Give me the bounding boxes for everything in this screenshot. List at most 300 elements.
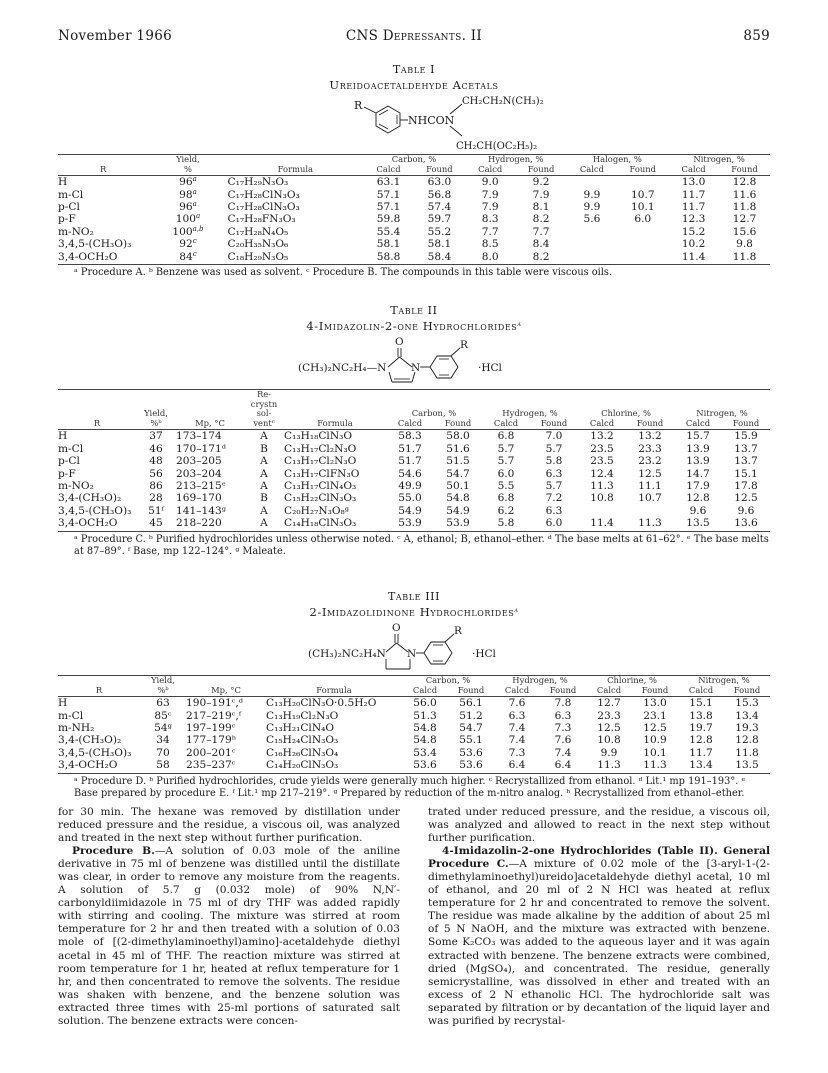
paragraph (58, 845, 400, 1028)
cell-yield (148, 251, 227, 265)
cell-r: H (58, 430, 68, 443)
cell-x-found (617, 238, 668, 250)
cell-yield: 48 (149, 455, 163, 468)
yield-footnote: a (195, 212, 201, 221)
cell-h-calcd: 7.7 (481, 225, 499, 238)
cell-n-calcd: 12.8 (689, 734, 713, 747)
cell-formula: C₁₃H₁₇ClFN₃O (284, 467, 360, 480)
cell-solvent: A (260, 430, 268, 443)
group-hydrogen: Hydrogen, % (465, 155, 567, 165)
cell-h-found: 8.1 (532, 201, 550, 213)
cell-c-calcd: 53.4 (413, 746, 437, 759)
cell-r: 3,4-OCH₂O (58, 251, 148, 265)
group-carbon: Carbon, % (363, 155, 465, 165)
cell-r: m-NH₂ (58, 722, 95, 734)
cell-n-calcd: 15.1 (689, 697, 713, 710)
col-yield: Yield, (144, 408, 168, 419)
table-3 (58, 590, 770, 800)
table-row (58, 759, 770, 773)
cell-x-calcd (567, 176, 618, 189)
cell-h-found: 8.4 (532, 238, 550, 251)
cell-c-found: 54.9 (446, 504, 470, 517)
cell-h-calcd: 6.8 (497, 430, 515, 443)
cell-mp: 173–174 (176, 430, 222, 443)
struct-r-label: R (354, 99, 363, 112)
table-row (58, 710, 770, 722)
cell-n-found: 13.7 (734, 455, 758, 468)
cell-c-calcd: 57.1 (376, 188, 401, 201)
cell-yield: 85ᶜ (154, 709, 172, 722)
col-calcd: Calcd (586, 686, 632, 697)
cell-solvent: A (260, 504, 268, 517)
cell-c-found: 58.4 (414, 251, 465, 265)
cell-formula: C₁₇H₂₈ClN₃O₃ (227, 188, 300, 201)
cell-solvent: B (260, 442, 268, 455)
cell-yield: 34 (156, 734, 170, 747)
text-column-right (428, 806, 770, 1028)
cell-n-calcd: 10.2 (681, 238, 706, 251)
col-mp: Mp, °C (176, 419, 244, 430)
table-2-data (58, 389, 770, 532)
cell-c-found: 51.5 (446, 455, 470, 468)
cell-h-found: 6.4 (540, 759, 586, 773)
table-row (58, 747, 770, 759)
group-halogen: Halogen, % (567, 155, 669, 165)
table-row (58, 455, 770, 467)
cell-n-calcd: 12.3 (681, 213, 706, 226)
table-2 (58, 304, 770, 558)
cell-h-found: 6.0 (530, 517, 578, 531)
cell-formula: C₁₄H₂₀ClN₃O₃ (266, 759, 402, 773)
cell-cl-found: 13.2 (638, 430, 662, 443)
col-found: Found (434, 419, 482, 430)
cell-c-found: 55.2 (427, 225, 452, 238)
cell-cl-found: 12.5 (638, 467, 662, 480)
cell-c-found: 59.7 (427, 213, 452, 226)
cell-cl-found: 12.5 (643, 722, 667, 734)
cell-cl-found: 13.0 (643, 697, 667, 710)
cell-cl-calcd: 11.4 (578, 517, 626, 531)
cell-c-found: 53.6 (459, 746, 483, 759)
struct-n2: N (411, 362, 421, 374)
table-1-title: Ureidoacetaldehyde Acetals (329, 78, 499, 92)
cell-h-calcd: 6.3 (508, 709, 526, 722)
col-found: Found (722, 419, 770, 430)
cell-yield (148, 213, 227, 225)
table-3-title (58, 605, 770, 619)
cell-n-calcd: 13.0 (681, 176, 706, 189)
table-3-title-text: 2-Imidazolidinone Hydrochlorides (309, 605, 515, 619)
cell-n-found: 15.3 (735, 697, 759, 710)
col-recryst: crystn (250, 398, 278, 409)
cell-formula: C₁₅H₂₄ClN₃O₃ (266, 734, 339, 747)
cell-x-found (617, 226, 668, 238)
col-found: Found (719, 165, 770, 176)
struct-left-chain: (CH₃)₂NC₂H₄—N (298, 362, 387, 374)
table-3-data (58, 675, 770, 774)
yield-footnote: a (192, 200, 197, 208)
col-found: Found (724, 686, 770, 697)
cell-x-found (617, 176, 668, 189)
cell-h-calcd: 8.5 (481, 238, 499, 251)
cell-n-calcd: 13.4 (678, 759, 724, 773)
paragraph-text: for 30 min. The hexane was removed by distillation under reduced pressure and the residue, a viscous oil, was analyzed and treated in the next step without further purification. (58, 806, 400, 845)
cell-n-found: 13.4 (735, 709, 759, 722)
cell-h-calcd: 9.0 (481, 176, 499, 189)
table-1-label: Table I (392, 63, 436, 76)
cell-cl-calcd: 12.7 (597, 697, 621, 710)
cell-r: 3,4-OCH₂O (58, 517, 136, 531)
group-nitrogen: Nitrogen, % (696, 408, 748, 419)
cell-solvent: A (260, 480, 268, 492)
cell-r: p-Cl (58, 201, 80, 213)
cell-mp: 213–215ᵉ (176, 480, 226, 492)
cell-n-found: 9.6 (737, 504, 755, 517)
paragraph-text: —A mixture of 0.02 mole of the [3-aryl-1-(2-dimethylaminoethyl)ureido]acetaldehyde diethyl acetal, 10 ml of ethanol, and 20 ml of 2 N HCl was heated at reflux temperature for 2 hr and concentrated to remove the solvent. The residue was made alkaline by the addition of about 25 ml of 5 N NaOH, and the mixture was extracted with benzene. Some K₂CO₃ was added to the aqueous layer and it was again extracted with benzene. The benzene extracts were combined, dried (MgSO₄), and concentrated. The residue, generally semicrystalline, was dissolved in ether and treated with an excess of 2 N ethanolic HCl. The hydrochloride salt was separated by filtration or by decantation of the liquid layer and was purified by recrystal- (428, 858, 771, 1027)
col-yield-unit: % (148, 165, 227, 176)
paragraph (428, 806, 770, 845)
cell-yield (148, 201, 227, 213)
table-row (58, 226, 770, 238)
cell-r: H (58, 697, 68, 710)
cell-c-found: 53.6 (448, 759, 494, 773)
cell-solvent: A (244, 517, 284, 531)
cell-h-found: 5.7 (545, 480, 563, 492)
cell-r: p-Cl (58, 455, 80, 468)
col-found: Found (414, 165, 465, 176)
col-r: R (58, 419, 136, 430)
table-row (58, 517, 770, 531)
cell-c-calcd: 59.8 (376, 213, 401, 226)
col-found: Found (540, 686, 586, 697)
cell-c-found: 54.7 (459, 722, 483, 734)
cell-h-calcd: 7.9 (481, 201, 499, 213)
cell-cl-calcd: 13.2 (590, 430, 614, 443)
cell-x-found (617, 251, 668, 265)
col-found: Found (632, 686, 678, 697)
cell-r: m-NO₂ (58, 480, 94, 492)
table-row (58, 201, 770, 213)
cell-formula: C₁₇H₂₉N₃O₃ (227, 176, 289, 189)
cell-h-found: 6.3 (545, 504, 563, 517)
cell-x-calcd (567, 251, 618, 265)
cell-n-found: 11.8 (732, 201, 757, 213)
col-calcd: Calcd (578, 419, 626, 430)
cell-mp: 235–237ᶜ (186, 759, 266, 773)
cell-r: 3,4,5-(CH₃O)₃ (58, 504, 132, 517)
cell-yield: 28 (149, 492, 163, 505)
cell-mp: 203–204 (176, 467, 222, 480)
cell-h-found: 7.2 (545, 492, 563, 505)
cell-formula: C₂₀H₃₅N₃O₆ (227, 238, 289, 251)
cell-r: 3,4-(CH₃O)₂ (58, 492, 122, 505)
col-recryst: ventᶜ (244, 419, 284, 430)
cell-yield: 46 (149, 442, 163, 455)
cell-c-found: 58.1 (427, 238, 452, 251)
cell-x-calcd: 5.6 (583, 213, 601, 226)
table-row (58, 213, 770, 225)
table-row (58, 480, 770, 492)
table-row (58, 697, 770, 710)
cell-h-calcd: 8.3 (481, 213, 499, 226)
cell-h-calcd: 6.0 (497, 467, 515, 480)
cell-n-found: 19.3 (735, 722, 759, 734)
table-2-label: Table II (390, 304, 438, 317)
cell-mp: 200–201ᶜ (186, 746, 236, 759)
yield-value: 84 (179, 250, 193, 263)
cell-n-calcd: 9.6 (689, 504, 707, 517)
cell-c-calcd: 55.4 (376, 225, 401, 238)
cell-formula: C₁₃H₁₈ClN₃O (284, 430, 353, 443)
cell-h-calcd: 8.0 (465, 251, 516, 265)
cell-c-calcd: 49.9 (398, 480, 422, 492)
cell-cl-found: 10.7 (638, 492, 662, 505)
col-calcd: Calcd (482, 419, 530, 430)
yield-footnote: c (192, 249, 197, 258)
cell-n-found: 15.1 (734, 467, 758, 480)
cell-cl-found (626, 505, 674, 517)
running-head-title: CNS Depressants. II (345, 28, 483, 44)
cell-h-found: 7.9 (532, 188, 550, 201)
yield-footnote: a (192, 187, 197, 196)
cell-c-calcd: 58.3 (398, 430, 422, 443)
cell-c-found: 63.0 (427, 176, 452, 189)
yield-value: 96 (179, 201, 193, 213)
cell-r: p-F (58, 467, 76, 480)
cell-h-calcd: 7.4 (508, 722, 526, 734)
cell-h-found: 7.8 (554, 697, 572, 710)
cell-formula: C₁₃H₂₁ClN₄O (266, 722, 335, 734)
cell-n-calcd: 11.7 (681, 188, 706, 201)
col-calcd: Calcd (567, 165, 618, 176)
col-calcd: Calcd (363, 165, 414, 176)
struct-nhcon: NHCON (408, 114, 455, 127)
cell-c-found: 51.6 (446, 442, 470, 455)
cell-h-calcd: 5.8 (482, 517, 530, 531)
cell-c-calcd: 54.8 (413, 722, 437, 734)
cell-formula: C₁₃H₁₇ClN₄O₃ (284, 480, 357, 492)
yield-footnote: c (192, 237, 197, 246)
cell-c-found: 58.0 (446, 430, 470, 443)
cell-c-found: 57.4 (427, 201, 452, 213)
cell-mp: 203–205 (176, 455, 222, 468)
cell-c-found: 56.8 (427, 188, 452, 201)
yield-value: 92 (179, 238, 193, 251)
cell-r: m-NO₂ (58, 225, 94, 238)
cell-mp: 170–171ᵈ (176, 442, 226, 455)
table-row (58, 722, 770, 734)
running-head-date: November 1966 (58, 28, 172, 44)
paragraph (428, 845, 770, 1028)
cell-yield (148, 226, 227, 238)
cell-h-calcd: 6.8 (497, 492, 515, 505)
table-row (58, 238, 770, 250)
cell-yield: 45 (136, 517, 176, 531)
cell-n-found: 13.6 (722, 517, 770, 531)
table-2-footnote: ᵃ Procedure C. ᵇ Purified hydrochlorides unless otherwise noted. ᶜ A, ethanol; B, ethanol–ether. ᵈ The base melts at 61–62°. ᵉ The base melts at 87–89°. ᶠ Base, mp 122–124°. ᵍ Maleate. (74, 533, 769, 557)
cell-n-calcd: 15.7 (686, 430, 710, 443)
yield-value: 100 (175, 213, 196, 226)
col-formula: Formula (266, 686, 402, 697)
table-row (58, 734, 770, 746)
cell-cl-found: 10.9 (643, 734, 667, 747)
cell-solvent: A (260, 455, 268, 468)
cell-n-found: 13.5 (724, 759, 770, 773)
cell-h-found: 5.7 (545, 442, 563, 455)
col-found: Found (448, 686, 494, 697)
cell-n-found: 11.8 (719, 251, 770, 265)
col-calcd: Calcd (402, 686, 448, 697)
struct-hcl: ·HCl (472, 648, 496, 660)
col-r: R (58, 165, 148, 176)
cell-h-calcd: 5.5 (497, 480, 515, 492)
cell-c-calcd: 58.1 (376, 238, 401, 251)
cell-cl-found: 11.3 (626, 517, 674, 531)
cell-formula: C₁₄H₁₈ClN₃O₃ (284, 517, 386, 531)
page-number: 859 (743, 28, 770, 44)
cell-n-calcd: 11.7 (681, 201, 706, 213)
cell-h-found: 8.2 (516, 251, 567, 265)
cell-c-found: 51.2 (459, 709, 483, 722)
run-in-heading: Procedure B. (72, 845, 155, 858)
col-yield-unit: %ᵇ (140, 686, 186, 697)
cell-r: 3,4-OCH₂O (58, 759, 140, 773)
cell-x-found: 10.1 (630, 201, 655, 213)
cell-yield: 54ᵍ (154, 722, 172, 734)
group-nitrogen: Nitrogen, % (678, 676, 770, 686)
cell-n-calcd: 17.9 (686, 480, 710, 492)
col-recryst: sol- (256, 408, 272, 419)
cell-c-calcd: 58.8 (363, 251, 414, 265)
cell-h-found: 7.3 (554, 722, 572, 734)
cell-formula: C₁₇H₂₈FN₃O₃ (227, 213, 296, 226)
table-row (58, 189, 770, 201)
cell-formula: C₁₃H₂₀ClN₃O·0.5H₂O (266, 697, 377, 710)
cell-mp: 190–191ᶜ,ᵈ (186, 697, 244, 710)
cell-formula: C₁₈H₂₉N₃O₅ (228, 251, 364, 265)
col-calcd: Calcd (668, 165, 719, 176)
cell-h-calcd: 7.3 (508, 746, 526, 759)
cell-c-calcd: 53.6 (402, 759, 448, 773)
run-in-heading: 4-Imidazolin-2-one Hydrochlorides (Table II). General Procedure C. (428, 845, 770, 871)
cell-n-calcd: 13.8 (689, 709, 713, 722)
cell-cl-found: 23.2 (638, 455, 662, 468)
cell-h-found: 9.2 (532, 176, 550, 189)
cell-h-found: 7.0 (545, 430, 563, 443)
paragraph-text: —A solution of 0.03 mole of the aniline derivative in 75 ml of benzene was distilled until the distillate was clear, in order to remove any moisture from the reagents. A solution of 5.7 g (0.032 mole) of 90% N,N′-carbonyldiimidazole in 75 ml of dry THF was added rapidly with stirring and cooling. The mixture was stirred at room temperature for 2 hr and then treated with a solution of 0.03 mole of [(2-dimethylaminoethyl)amino]-acetaldehyde diethyl acetal in 45 ml of THF. The reaction mixture was stirred at room temperature for 1 hr, heated at reflux temperature for 1 hr, and then concentrated to remove the solvents. The residue was shaken with benzene, and the benzene solution was extracted three times with 25-ml portions of saturated salt solution. The benzene extracts were concen- (58, 845, 400, 1027)
cell-h-found: 5.8 (545, 455, 563, 468)
struct-n2: N (407, 648, 417, 660)
cell-n-found: 12.8 (735, 734, 759, 747)
cell-n-calcd: 14.7 (686, 467, 710, 480)
cell-h-calcd: 7.9 (481, 188, 499, 201)
cell-x-calcd: 9.9 (583, 188, 601, 201)
cell-cl-calcd: 10.8 (590, 492, 614, 505)
col-formula: Formula (284, 419, 386, 430)
cell-yield: 63 (156, 697, 170, 710)
table-row (58, 430, 770, 443)
cell-cl-calcd: 12.4 (590, 467, 614, 480)
cell-h-calcd: 6.4 (494, 759, 540, 773)
col-calcd: Calcd (386, 419, 434, 430)
cell-n-calcd: 19.7 (689, 722, 713, 734)
col-yield: Yield, (140, 676, 186, 686)
cell-n-calcd: 11.4 (668, 251, 719, 265)
cell-h-found: 7.4 (554, 746, 572, 759)
cell-r: m-Cl (58, 709, 84, 722)
cell-formula: C₁₃H₁₉Cl₂N₃O (266, 709, 339, 722)
cell-solvent: A (260, 467, 268, 480)
cell-solvent: B (260, 492, 268, 505)
cell-x-calcd (567, 238, 618, 250)
cell-n-found: 11.8 (735, 746, 759, 759)
yield-footnote: a,b (192, 224, 204, 233)
cell-mp: 177–179ʰ (186, 734, 237, 747)
cell-h-calcd: 7.6 (508, 697, 526, 710)
cell-c-calcd: 51.3 (413, 709, 437, 722)
cell-yield: 70 (156, 746, 170, 759)
cell-n-found: 15.6 (732, 225, 757, 238)
cell-formula: C₁₃H₁₇Cl₂N₃O (284, 442, 357, 455)
struct-hcl: ·HCl (478, 362, 502, 374)
cell-n-found: 12.7 (732, 213, 757, 226)
table-1-data (58, 154, 770, 265)
cell-yield: 51ᶠ (148, 504, 164, 517)
cell-c-calcd: 51.7 (398, 442, 422, 455)
cell-formula: C₂₀H₂₇N₃O₈ᵍ (284, 504, 350, 517)
col-r: R (58, 686, 140, 697)
col-calcd: Calcd (465, 165, 516, 176)
table-3-label: Table III (387, 590, 441, 603)
table-2-title (58, 319, 770, 333)
cell-c-calcd: 54.6 (398, 467, 422, 480)
cell-cl-found: 23.3 (638, 442, 662, 455)
paragraph-text: trated under reduced pressure, and the residue, a viscous oil, was analyzed and allowed to react in the next step without further purification. (428, 806, 770, 845)
struct-o: O (395, 336, 404, 348)
group-hydrogen: Hydrogen, % (502, 408, 558, 419)
col-found: Found (626, 419, 674, 430)
cell-h-found: 7.7 (532, 225, 550, 238)
cell-cl-found: 11.1 (638, 480, 662, 492)
cell-n-calcd: 13.9 (686, 455, 710, 468)
cell-n-found: 11.6 (732, 188, 757, 201)
cell-mp: 218–220 (176, 517, 244, 531)
cell-formula: C₁₃H₁₇Cl₂N₃O (284, 455, 357, 468)
col-found: Found (530, 419, 578, 430)
cell-h-calcd: 5.7 (497, 442, 515, 455)
group-hydrogen: Hydrogen, % (494, 676, 586, 686)
cell-n-found: 9.8 (736, 238, 753, 251)
cell-h-found: 6.3 (554, 709, 572, 722)
cell-n-found: 12.5 (734, 492, 758, 505)
cell-n-calcd: 15.2 (681, 225, 706, 238)
cell-yield (148, 176, 227, 189)
cell-cl-calcd: 23.5 (590, 455, 614, 468)
table-2-title-footnote: a (517, 320, 522, 328)
table-row (58, 492, 770, 504)
col-found: Found (516, 165, 567, 176)
cell-cl-found: 10.1 (643, 746, 667, 759)
group-chlorine: Chlorine, % (586, 676, 678, 686)
text-column-left (58, 806, 400, 1028)
cell-c-found: 50.1 (446, 480, 470, 492)
table-2-title-text: 4-Imidazolin-2-one Hydrochlorides (306, 319, 518, 333)
cell-h-calcd: 6.2 (497, 504, 515, 517)
cell-h-calcd: 5.7 (497, 455, 515, 468)
cell-r: m-Cl (58, 188, 84, 201)
table-1 (58, 63, 770, 279)
cell-h-found: 6.3 (545, 467, 563, 480)
